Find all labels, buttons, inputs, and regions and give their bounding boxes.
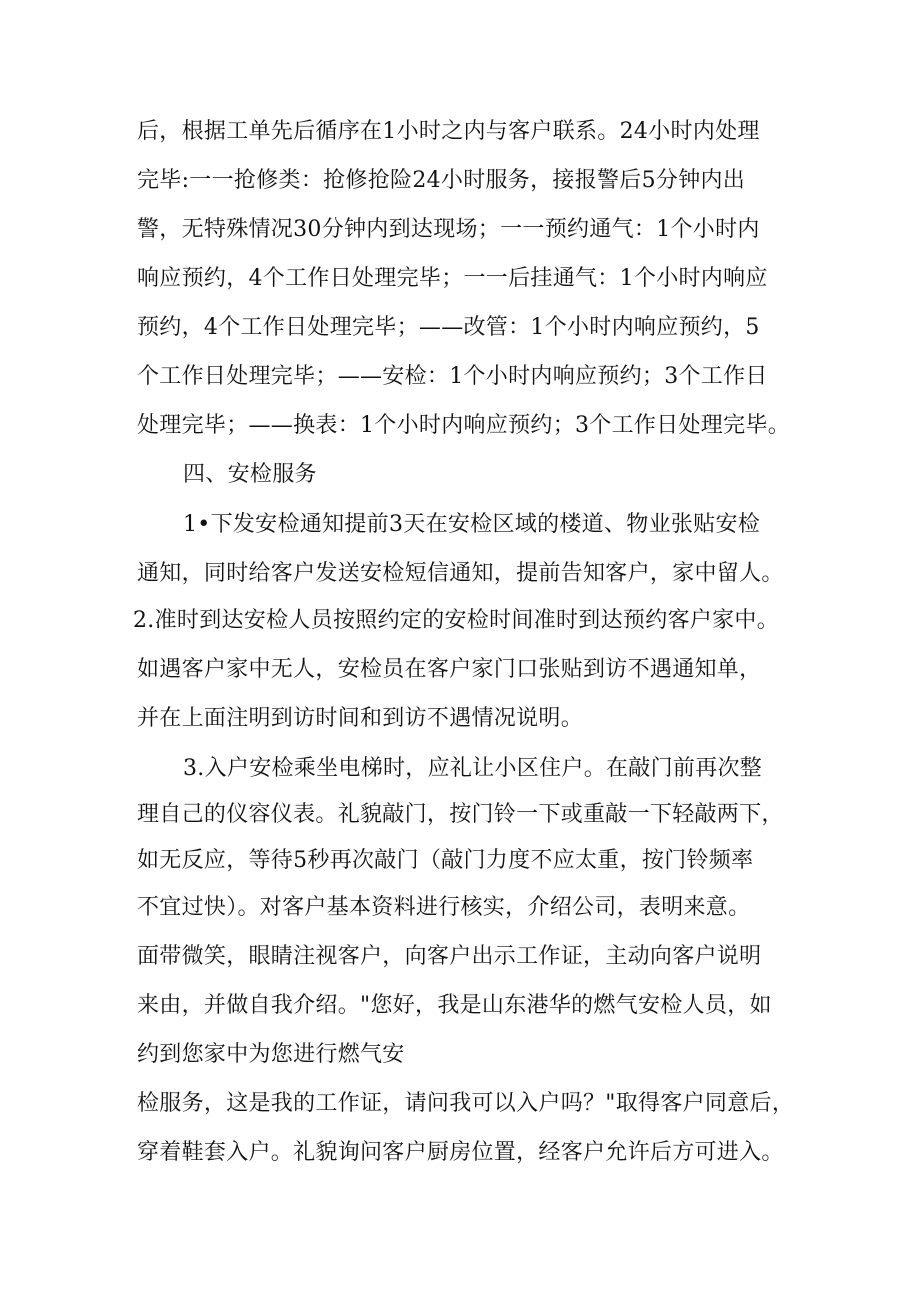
text-line: 完毕:一一抢修类：抢修抢险24小时服务，接报警后5分钟内出 <box>137 168 746 193</box>
section-heading: 四、安检服务 <box>183 462 317 487</box>
text-line: 通知，同时给客户发送安检短信通知，提前告知客户，家中留人。 <box>137 561 784 586</box>
text-line: 2.准时到达安检人员按照约定的安检时间准时到达预约客户家中。 <box>133 608 779 633</box>
text-line: 1•下发安检通知提前3天在安检区域的楼道、物业张贴安检 <box>183 512 761 537</box>
text-line: 处理完毕；——换表：1个小时内响应预约；3个工作日处理完毕。 <box>137 413 790 438</box>
text-line: 面带微笑，眼睛注视客户，向客户出示工作证，主动向客户说明 <box>137 944 762 969</box>
text-line: 预约，4个工作日处理完毕；——改管：1个小时内响应预约，5 <box>137 315 760 340</box>
text-line: 如遇客户家中无人，安检员在客户家门口张贴到访不遇通知单， <box>137 657 762 682</box>
text-line: 个工作日处理完毕；——安检：1个小时内响应预约；3个工作日 <box>137 364 768 389</box>
text-line: 穿着鞋套入户。礼貌询问客户厨房位置，经客户允许后方可进入。 <box>137 1140 784 1165</box>
text-line: 警，无特殊情况30分钟内到达现场；一一预约通气：1个小时内 <box>137 217 760 242</box>
text-line: 来由，并做自我介绍。"您好，我是山东港华的燃气安检人员，如 <box>137 993 772 1018</box>
text-line: 后，根据工单先后循序在1小时之内与客户联系。24小时内处理 <box>137 119 760 144</box>
text-line: 理自己的仪容仪表。礼貌敲门，按门铃一下或重敲一下轻敲两下， <box>137 802 784 827</box>
text-line: 并在上面注明到访时间和到访不遇情况说明。 <box>137 706 584 731</box>
text-line: 检服务，这是我的工作证，请问我可以入户吗？"取得客户同意后， <box>137 1091 795 1116</box>
text-line: 响应预约，4个工作日处理完毕；一一后挂通气：1个小时内响应 <box>137 266 768 291</box>
text-line: 3.入户安检乘坐电梯时，应礼让小区住户。在敲门前再次整 <box>183 756 763 781</box>
text-line: 不宜过快）。对客户基本资料进行核实，介绍公司，表明来意。 <box>137 895 751 920</box>
text-line: 如无反应，等待5秒再次敲门（敲门力度不应太重，按门铃频率 <box>137 848 754 873</box>
text-line: 约到您家中为您进行燃气安 <box>137 1042 405 1067</box>
